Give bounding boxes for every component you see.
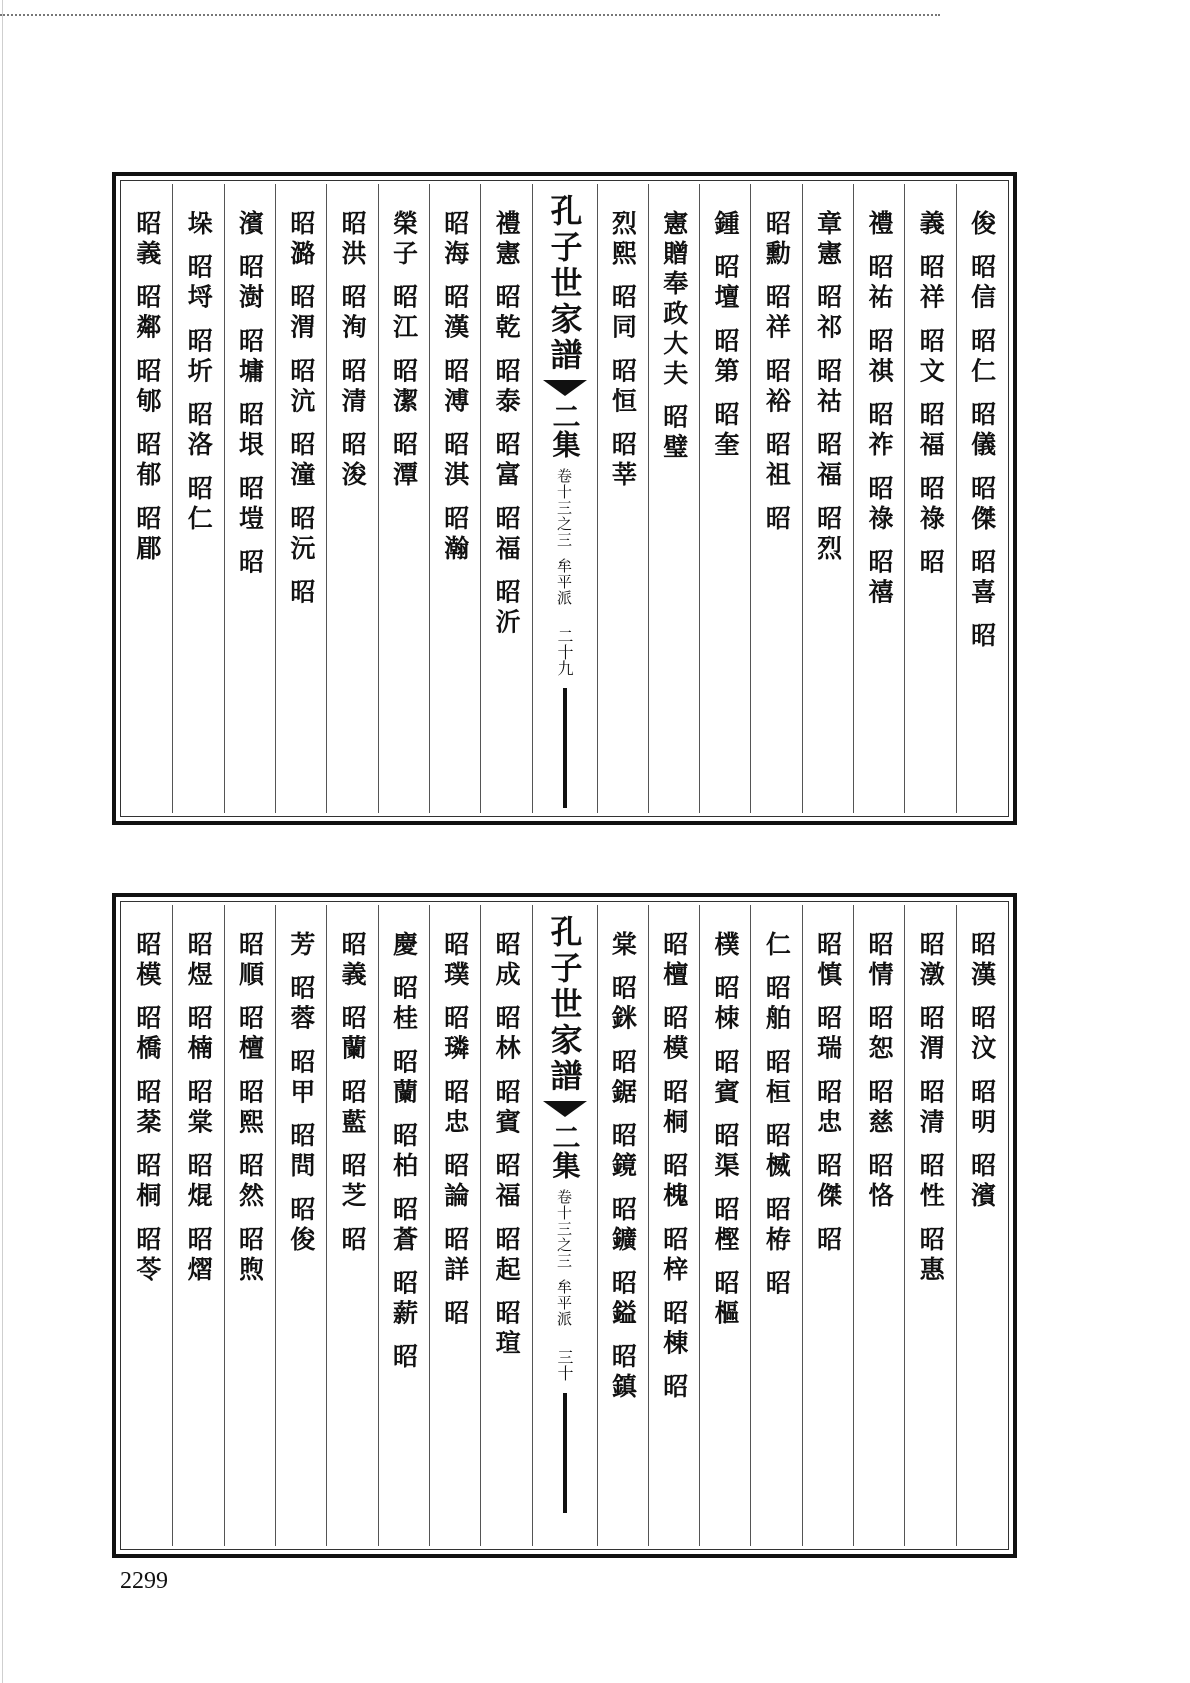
fishtail-mark-icon — [543, 380, 587, 396]
top-col-15: 垛 昭埒 昭圻 昭洛 昭仁 — [172, 184, 223, 813]
bottom-col-10: 昭璞 昭璘 昭忠 昭論 昭詳 昭 — [429, 905, 480, 1546]
page-number: 2299 — [120, 1568, 168, 1594]
top-col-16: 昭義 昭鄰 昭郇 昭郁 昭郿 — [132, 210, 162, 565]
top-page-label: 二十九 — [555, 628, 574, 676]
top-col-3: 禮 昭祐 昭祺 昭祚 昭祿 昭禧 — [853, 184, 904, 813]
top-center-spine — [532, 184, 597, 813]
bottom-col-5: 仁 昭舶 昭桓 昭楲 昭栫 昭 — [750, 905, 801, 1546]
bottom-volume-label: 卷十三之三 — [555, 1189, 573, 1269]
bottom-col-1: 昭漢 昭汶 昭明 昭濱 — [956, 905, 1007, 1546]
top-col-9: 禮憲 昭乾 昭泰 昭富 昭福 昭沂 — [480, 184, 531, 813]
top-dotted-rule — [0, 14, 940, 18]
top-col-1: 俊 昭信 昭仁 昭儀 昭傑 昭喜 昭 — [956, 184, 1007, 813]
top-col-8: 烈熙 昭同 昭恒 昭莘 — [597, 184, 648, 813]
top-col-13: 昭潞 昭渭 昭沆 昭潼 昭沅 昭 — [275, 184, 326, 813]
top-col-11: 榮子 昭江 昭潔 昭潭 — [378, 184, 429, 813]
bottom-center-spine — [532, 905, 597, 1546]
top-panel-columns — [122, 184, 1007, 813]
top-col-5: 昭勳 昭祥 昭裕 昭祖 昭 — [750, 184, 801, 813]
bottom-col-2: 昭潡 昭渭 昭清 昭性 昭惠 — [904, 905, 955, 1546]
top-genealogy-panel — [112, 172, 1017, 825]
top-col-10: 昭海 昭漢 昭溥 昭淇 昭瀚 — [429, 184, 480, 813]
top-col-2: 義 昭祥 昭文 昭福 昭祿 昭 — [904, 184, 955, 813]
bottom-col-6: 樸 昭栜 昭賓 昭渠 昭樫 昭樞 — [699, 905, 750, 1546]
bottom-col-3: 昭情 昭恕 昭慈 昭恪 — [853, 905, 904, 1546]
bottom-col-8: 棠 昭銤 昭鋸 昭鏡 昭鑛 昭鎰 昭鎮 — [597, 905, 648, 1546]
top-collection-label: 二集 — [548, 402, 582, 458]
bottom-col-4: 昭慎 昭瑞 昭忠 昭傑 昭 — [802, 905, 853, 1546]
bottom-col-15: 昭煜 昭楠 昭棠 昭焜 昭熠 — [172, 905, 223, 1546]
bottom-collection-label: 二集 — [548, 1123, 582, 1179]
bottom-page-label: 三十 — [555, 1349, 574, 1381]
left-page-edge — [2, 0, 3, 1683]
top-volume-label: 卷十三之三 — [555, 468, 573, 548]
bottom-col-16: 昭模 昭橋 昭棻 昭桐 昭苓 — [132, 931, 162, 1286]
top-col-4: 章憲 昭祁 昭祜 昭福 昭烈 — [802, 184, 853, 813]
top-col-7: 憲贈奉政大夫 昭璧 — [648, 184, 699, 813]
fishtail-mark-icon — [543, 1101, 587, 1117]
top-col-12: 昭洪 昭洵 昭清 昭浚 — [326, 184, 377, 813]
top-spine-bar — [563, 688, 567, 808]
top-branch-label: 牟平派 — [555, 558, 573, 606]
bottom-genealogy-panel — [112, 893, 1017, 1558]
top-book-title: 孔子世家譜 — [545, 194, 584, 374]
top-col-6: 鍾 昭壇 昭第 昭奎 — [699, 184, 750, 813]
bottom-col-11: 慶 昭桂 昭蘭 昭柏 昭蒼 昭薪 昭 — [378, 905, 429, 1546]
bottom-book-title: 孔子世家譜 — [545, 915, 584, 1095]
bottom-panel-columns — [122, 905, 1007, 1546]
bottom-col-13: 芳 昭蓉 昭甲 昭問 昭俊 — [275, 905, 326, 1546]
bottom-col-9: 昭成 昭林 昭賓 昭福 昭起 昭瑄 — [480, 905, 531, 1546]
bottom-col-12: 昭義 昭蘭 昭藍 昭芝 昭 — [326, 905, 377, 1546]
bottom-col-14: 昭順 昭檀 昭熙 昭然 昭煦 — [224, 905, 275, 1546]
bottom-col-7: 昭檀 昭模 昭桐 昭槐 昭梓 昭棟 昭 — [648, 905, 699, 1546]
bottom-branch-label: 牟平派 — [555, 1279, 573, 1327]
top-col-14: 濱 昭澍 昭墉 昭垠 昭塏 昭 — [224, 184, 275, 813]
bottom-spine-bar — [563, 1393, 567, 1513]
